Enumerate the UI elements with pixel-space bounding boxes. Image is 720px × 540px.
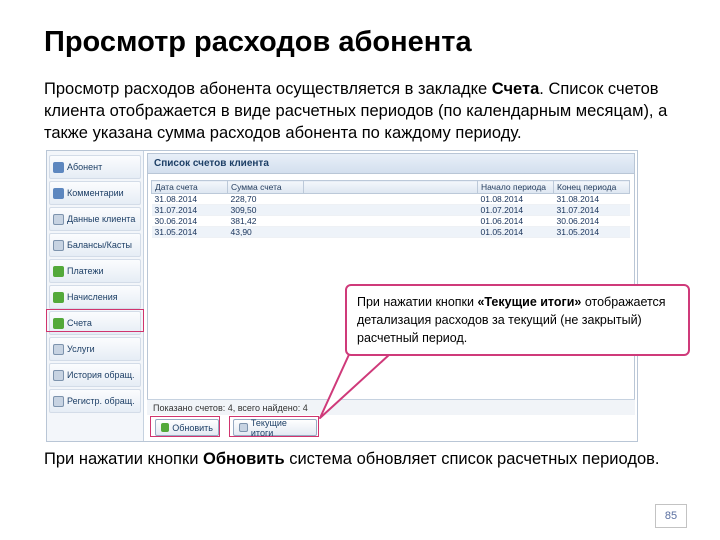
intro-bold-tab-name: Счета xyxy=(491,80,540,98)
sidebar-item-comments[interactable]: Комментарии xyxy=(49,181,141,205)
comment-icon xyxy=(53,188,64,199)
panel-title: Список счетов клиента xyxy=(148,154,634,174)
user-icon xyxy=(53,162,64,173)
refresh-button-highlight xyxy=(150,416,220,437)
table-row[interactable]: 31.07.2014 309,50 01.07.2014 31.07.2014 xyxy=(152,205,630,216)
sidebar-item-client-data[interactable]: Данные клиента xyxy=(49,207,141,231)
invoices-tab-highlight xyxy=(46,309,144,332)
callout-box: При нажатии кнопки «Текущие итоги» отображается детализация расходов за текущий (не закрытый) расчетный период. xyxy=(345,284,690,356)
column-header-invoice-sum[interactable]: Сумма счета xyxy=(228,181,304,194)
refresh-button[interactable]: Обновить xyxy=(155,419,219,436)
sidebar xyxy=(47,151,144,441)
column-header-spacer xyxy=(304,181,478,194)
callout-bold-button-name: «Текущие итоги» xyxy=(477,295,582,309)
sidebar-item-invoices[interactable]: Счета xyxy=(49,311,141,335)
table-row[interactable]: 31.05.2014 43,90 01.05.2014 31.05.2014 xyxy=(152,227,630,238)
services-icon xyxy=(53,344,64,355)
invoice-table xyxy=(151,180,630,238)
column-header-period-end[interactable]: Конец периода xyxy=(554,181,630,194)
history-icon xyxy=(53,370,64,381)
client-data-icon xyxy=(53,214,64,225)
sidebar-item-history[interactable]: История обращ. xyxy=(49,363,141,387)
footer-bold-button-name: Обновить xyxy=(203,450,285,468)
column-header-period-start[interactable]: Начало периода xyxy=(478,181,554,194)
current-totals-highlight xyxy=(229,416,319,437)
current-totals-button[interactable]: Текущие итоги xyxy=(233,419,317,436)
status-bar: Показано счетов: 4, всего найдено: 4 xyxy=(147,399,635,415)
sidebar-item-balances[interactable]: Балансы/Касты xyxy=(49,233,141,257)
sidebar-item-services[interactable]: Услуги xyxy=(49,337,141,361)
payment-icon xyxy=(53,266,64,277)
table-row[interactable]: 31.08.2014 228,70 01.08.2014 31.08.2014 xyxy=(152,194,630,205)
sidebar-item-register[interactable]: Регистр. обращ. xyxy=(49,389,141,413)
footer-paragraph: При нажатии кнопки Обновить система обновляет список расчетных периодов. xyxy=(44,450,660,468)
sidebar-item-payments[interactable]: Платежи xyxy=(49,259,141,283)
table-row[interactable]: 30.06.2014 381,42 01.06.2014 30.06.2014 xyxy=(152,216,630,227)
slide-title: Просмотр расходов абонента xyxy=(44,26,472,58)
sidebar-item-subscriber[interactable]: Абонент xyxy=(49,155,141,179)
intro-paragraph: Просмотр расходов абонента осуществляется в закладке Счета. Список счетов клиента отображается в виде расчетных периодов (по календарным месяцам), а также указана сумма расходов абонента по каждому периоду. xyxy=(44,80,668,142)
invoice-list-panel xyxy=(147,153,635,413)
page-number: 85 xyxy=(655,504,687,528)
register-icon xyxy=(53,396,64,407)
balance-icon xyxy=(53,240,64,251)
sidebar-item-charges[interactable]: Начисления xyxy=(49,285,141,309)
charges-icon xyxy=(53,292,64,303)
column-header-invoice-date[interactable]: Дата счета xyxy=(152,181,228,194)
